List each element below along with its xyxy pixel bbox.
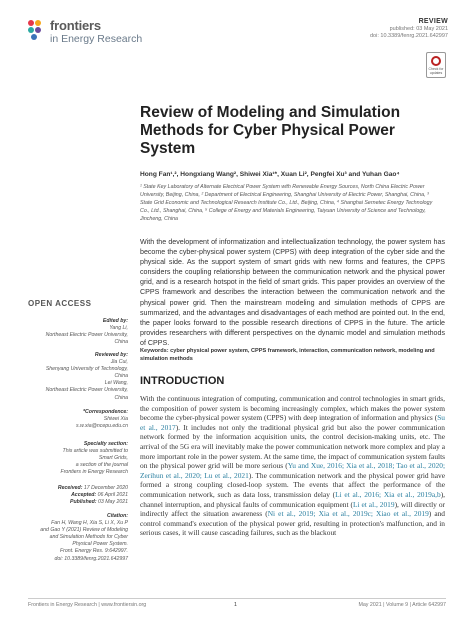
footer-volume: May 2021 | Volume 9 | Article 642997 — [358, 602, 446, 608]
correspondence-block — [28, 409, 128, 430]
reviewed-by-block — [28, 352, 128, 402]
affiliations: ¹ State Key Laboratory of Alternate Electrical Power System with Renewable Energy Sources, North China Electric Power University, Beijing, China, ² Department of Electrical Engineering, Shanghai University of Electric Power, Shanghai, China, ³ State Grid Economic and Technological Research Institute Co., Ltd., Beijing, China, ⁴ Shanghai Sernetec Energy Technology Co., Ltd., Shanghai, China, ⁵ College of Energy and Materials Engineering, Taiyuan University of Science and Technology, Jincheng, China — [140, 184, 433, 222]
intro-text: ). The communication network and the physical power grid have formed a strong coupling closed-loop system. The events that affect the performance of the communication network, such as data loss, transmission delay ( — [140, 470, 445, 499]
page-footer — [28, 598, 446, 608]
citation-line: and Simulation Methods for Cyber — [49, 534, 128, 541]
citation-line: Fan H, Wang H, Xia S, Li X, Xu P — [51, 520, 128, 527]
citation-line: Physical Power System. — [72, 541, 128, 548]
reviewer-affiliation: Shenyang University of Technology, — [45, 366, 128, 373]
title-line: Review of Modeling and Simulation — [140, 104, 401, 121]
citation-link[interactable]: Yu and Xue, 2016; Xia et al., 2018; Tao et al., 2020; Zerihun et al., 2020; Lu et al., 2021 — [140, 461, 445, 480]
correspondent-name: Shiwei Xia — [103, 416, 128, 423]
specialty-line: This article was submitted to — [62, 448, 128, 455]
citation-line: Front. Energy Res. 9:642997. — [59, 548, 128, 555]
correspondence-heading: *Correspondence: — [83, 409, 128, 415]
reviewer-name: Lei Wang, — [104, 380, 128, 387]
journal-brand: frontiers — [50, 18, 101, 33]
updates-icon — [431, 56, 441, 66]
citation-link[interactable]: Su et al., 2017 — [140, 413, 445, 432]
intro-text: ), channel interruption, and physical faults of communication equipment ( — [140, 489, 445, 509]
citation-line: and Gao Y (2021) Review of Modeling — [40, 527, 128, 534]
reviewed-by-heading: Reviewed by: — [94, 352, 128, 358]
date-accepted: Accepted: 06 April 2021 — [71, 492, 128, 499]
date-received: Received: 17 December 2020 — [57, 485, 128, 491]
updates-label: Check for updates — [428, 67, 444, 75]
article-title — [140, 104, 440, 158]
editor-affiliation: Northeast Electric Power University, — [45, 332, 128, 339]
page-number: 1 — [234, 602, 237, 608]
intro-text: ), will directly or indirectly affect the situation awareness ( — [140, 499, 445, 519]
intro-text: With the continuous integration of computing, communication and control technologies in smart grids, the composition of power system is becoming increasingly complex, which makes the power system become the cyber-physical power system (CPPS) with deep integration of information and physics ( — [140, 394, 445, 423]
intro-text: ). It includes not only the traditional physical grid but also the power communication network formed by the information acquisition units, the control decision-making units, etc. The arrival of the 5G era will inevitably make the power communication network more complex and play a more important role in the power system. At the same time, the impact of communication system faults on the physical power grid will be more serious ( — [140, 422, 446, 471]
published-date: published: 03 May 2021 — [389, 26, 448, 32]
specialty-block — [28, 441, 128, 476]
journal-subtitle: in Energy Research — [50, 33, 143, 45]
edited-by-heading: Edited by: — [102, 318, 128, 324]
edited-by-block — [28, 318, 128, 346]
journal-logo[interactable] — [28, 18, 148, 52]
frontiers-logo-icon — [28, 20, 48, 44]
reviewer-country: China — [114, 373, 128, 380]
check-for-updates-badge[interactable] — [426, 52, 446, 78]
citation-link[interactable]: Li et al., 2019 — [352, 499, 395, 509]
article-meta — [370, 18, 448, 39]
abstract: With the development of informatization and intellectualization technology, the power system has become the cyber-physical power system (CPPS) with deep integration of the cyber side and the physical side. As the support system of smart grids with new forms and features, the CPPS considers the coupling relationship between the communication network and the physical power grid, and is a research hotspot in the field of smart grids. This paper provides an overview of the CPPS framework and describes the interaction between the communication network and the physical power grid. Then the mainstream modeling and simulation methods of CPPS are summarized, and the advantages and disadvantages of each method are pointed out. In the end, the paper looks forward to the possible research directions of CPPS in the future. The article provides researchers with different perspectives on the dynamic model and simulation methods of CPPS. — [140, 238, 445, 347]
article-type: REVIEW — [418, 18, 448, 25]
citation-link[interactable]: Ni et al., 2019; Xia et al., 2019c; Xiao et al., 2019 — [267, 509, 429, 519]
dates-block — [28, 485, 128, 506]
intro-paragraph — [140, 394, 445, 538]
specialty-line: Frontiers in Energy Research — [60, 469, 128, 476]
open-access-label: OPEN ACCESS — [28, 299, 92, 308]
author-list: Hong Fan¹,², Hongxiang Wang², Shiwei Xia¹*, Xuan Li², Pengfei Xu³ and Yuhan Gao⁴ — [140, 171, 400, 178]
editor-country: China — [114, 339, 128, 346]
section-heading: INTRODUCTION — [140, 375, 225, 387]
title-line: System — [140, 140, 196, 157]
editor-name: Yang Li, — [109, 325, 128, 332]
specialty-heading: Specialty section: — [83, 441, 128, 447]
title-line: Methods for Cyber Physical Power — [140, 122, 395, 139]
footer-journal[interactable]: Frontiers in Energy Research | www.frontiersin.org — [28, 602, 147, 608]
intro-text: ) and control command's execution of the physical power grid, resulting in protection's malfunction, and in serious cases, it will cause cascading failures, such as the blackout — [140, 509, 446, 538]
citation-link[interactable]: Li et al., 2016; Xia et al., 2019a,b — [335, 489, 441, 499]
doi-link[interactable]: doi: 10.3389/fenrg.2021.642997 — [370, 33, 448, 39]
specialty-line: Smart Grids, — [98, 455, 128, 462]
citation-block — [28, 513, 128, 563]
citation-heading: Citation: — [106, 513, 128, 519]
keywords: Keywords: cyber physical power system, CPPS framework, interaction, communication network, modeling and simulation methods — [140, 348, 435, 362]
specialty-line: a section of the journal — [75, 462, 128, 469]
reviewer-name: Jia Cui, — [110, 359, 128, 366]
reviewer-country: China — [114, 394, 128, 401]
reviewer-affiliation: Northeast Electric Power University, — [45, 387, 128, 394]
correspondent-email[interactable]: s.w.xia@ncepu.edu.cn — [76, 423, 128, 430]
date-published: Published: 03 May 2021 — [70, 499, 128, 506]
citation-doi[interactable]: doi: 10.3389/fenrg.2021.642997 — [54, 555, 128, 562]
